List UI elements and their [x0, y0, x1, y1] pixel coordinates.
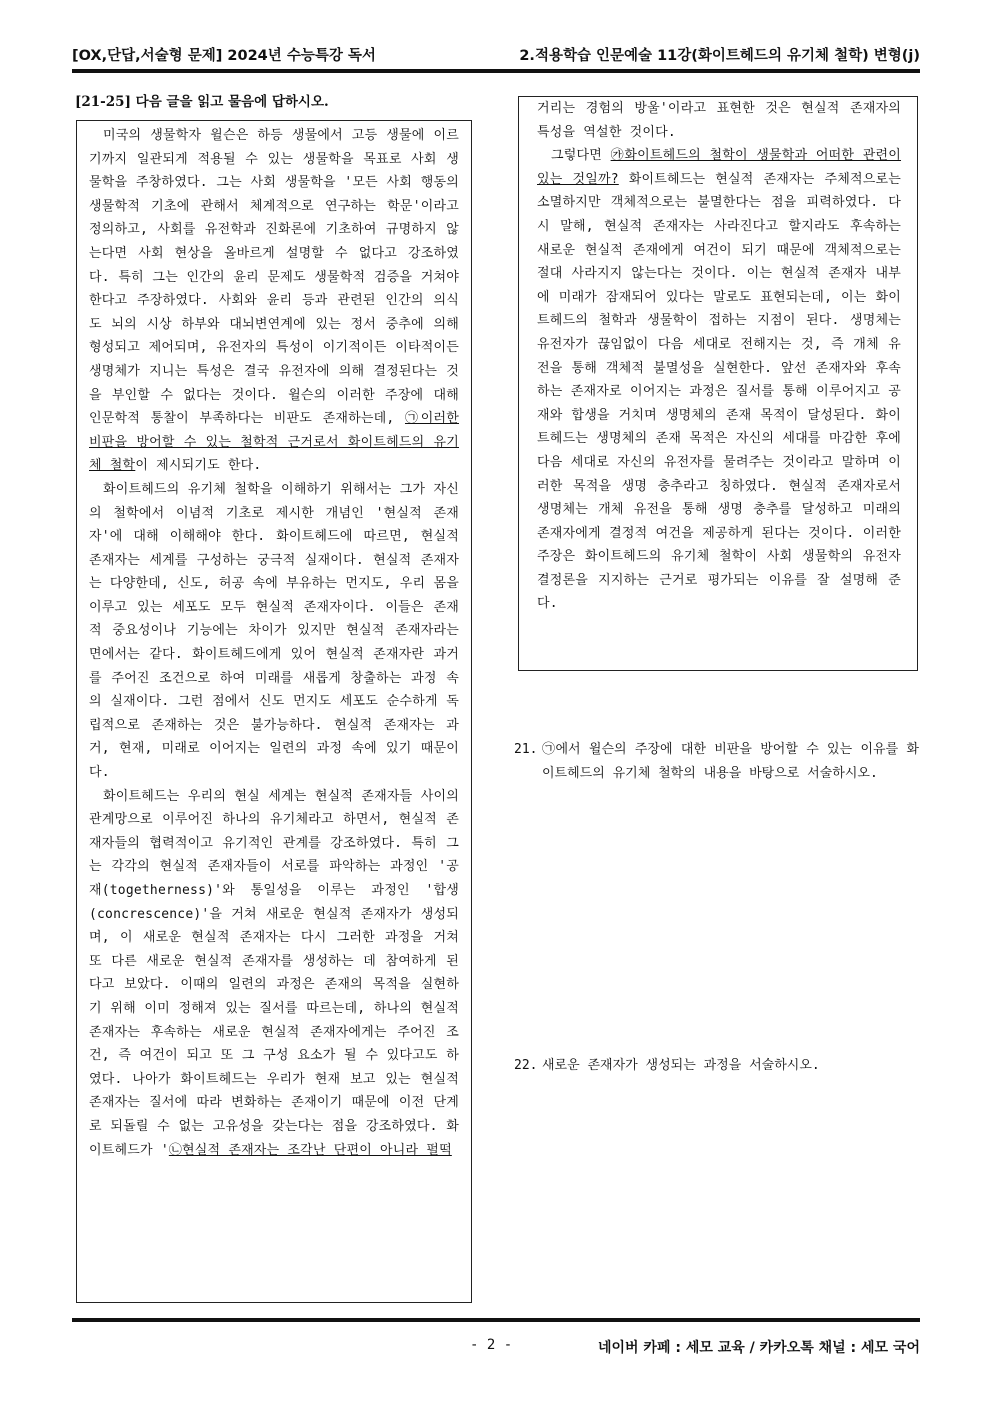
- question-21: [514, 738, 919, 785]
- footer-contact: 네이버 카페 : 세모 교육 / 카카오톡 채널 : 세모 국어: [597, 1340, 920, 1356]
- paragraph-1-tail: 이 제시되기도 한다.: [135, 458, 262, 474]
- paragraph-1: [89, 124, 459, 478]
- paragraph-3: [89, 785, 459, 1163]
- footer-rule: [72, 1318, 920, 1322]
- paragraph-1-text: 미국의 생물학자 윌슨은 하등 생물에서 고등 생물에 이르기까지 일관되게 적용될 수 있는 생물학을 목표로 사회 생물학을 주창하였다. 그는 사회 생물학을 '모든 사회 행동의 생물학적 기초에 관해서 체계적으로 연구하는 학문'이라고 정의하고, 사회를 유전학과 진화론에 기초하여 규명하지 않는다면 사회 현상을 올바르게 설명할 수 없다고 강조하였다. 특히 그는 인간의 윤리 문제도 생물학적 검증을 거쳐야 한다고 주장하였다. 사회와 윤리 등과 관련된 인간의 의식도 뇌의 시상 하부와 대뇌변연계에 있는 정서 중추에 의해 형성되고 제어되며, 유전자의 특성이 이기적이든 이타적이든 생명체가 지니는 특성은 결국 유전자에 의해 결정된다는 것을 부인할 수 없다는 것이다. 윌슨의 이러한 주장에 대해 인문학적 통찰이 부족하다는 비판도 존재하는데,: [89, 128, 459, 427]
- underlined-phrase-c: ㉮화이트헤드의 철학이 생물학과 어떠한 관련이 있는 것일까?: [537, 148, 902, 187]
- header-rule: [72, 69, 920, 73]
- paragraph-3-continued: 거리는 경험의 방울'이라고 표현한 것은 현실적 존재자의 특성을 역설한 것이다.: [537, 101, 901, 140]
- paragraph-2: 화이트헤드의 유기체 철학을 이해하기 위해서는 그가 자신의 철학에서 이념적 기초로 제시한 개념인 '현실적 존재자'에 대해 이해해야 한다. 화이트헤드에 따르면, 현실적 존재자는 세계를 구성하는 궁극적 실재이다. 현실적 존재자는 다양한데, 신도, 허공 속에 부유하는 먼지도, 우리 몸을 이루고 있는 세포도 모두 현실적 존재자이다. 이들은 존재적 중요성이나 기능에는 차이가 있지만 현실적 존재자라는 면에서는 같다. 화이트헤드에게 있어 현실적 존재자란 과거를 주어진 조건으로 하여 미래를 새롭게 창출하는 과정 속의 실재이다. 그런 점에서 신도 먼지도 세포도 순수하게 독립적으로 존재하는 것은 불가능하다. 현실적 존재자는 과거, 현재, 미래로 이어지는 일련의 과정 속에 있기 때문이다.: [89, 481, 459, 781]
- paragraph-3-text: 화이트헤드는 우리의 현실 세계는 현실적 존재자들 사이의 관계망으로 이루어진 하나의 유기체라고 하면서, 현실적 존재자들의 협력적이고 유기적인 관계를 강조하였다. 특히 그는 각각의 현실적 존재자들이 서로를 파악하는 과정인 '공재(togetherness)'와 통일성을 이루는 과정인 '합생(concrescence)'을 거쳐 새로운 현실적 존재자가 생성되며, 이 새로운 현실적 존재자는 다시 그러한 과정을 거쳐 또 다른 새로운 현실적 존재자를 생성하는 데 참여하게 된다고 보았다. 이때의 일련의 과정은 존재의 목적을 실현하기 위해 이미 정해져 있는 질서를 따르는데, 하나의 현실적 존재자는 후속하는 새로운 현실적 존재자에게는 주어진 조건, 즉 여건이 되고 또 그 구성 요소가 될 수 있다고도 하였다. 나아가 화이트헤드는 우리가 현재 보고 있는 현실적 존재자는 질서에 따라 변화하는 존재이기 때문에 이전 단계로 되돌릴 수 없는 고유성을 갖는다는 점을 강조하였다. 화이트헤드가 ': [89, 788, 459, 1158]
- paragraph-4-lead: 그렇다면: [551, 148, 611, 164]
- page-footer: [72, 1337, 920, 1357]
- passage-box-right: [518, 96, 918, 671]
- passage-box-left: [76, 120, 472, 1303]
- question-number: 22.: [514, 1058, 538, 1073]
- header-right-title: 2.적용학습 인문예술 11강(화이트헤드의 유기체 철학) 변형(j): [519, 48, 920, 64]
- header-left-title: [OX,단답,서술형 문제] 2024년 수능특강 독서: [72, 48, 376, 64]
- page-header: [72, 44, 920, 66]
- underlined-phrase-b: ㉡현실적 존재자는 조각난 단편이 아니라 펄떡: [168, 1142, 452, 1158]
- paragraph-4: [537, 144, 901, 616]
- instruction: [21-25] 다음 글을 읽고 물음에 답하시오.: [75, 94, 329, 110]
- page-number: - 2 -: [470, 1337, 513, 1353]
- paragraph-4-text: 화이트헤드는 현실적 존재자는 주체적으로는 소멸하지만 객체적으로는 불멸한다는 점을 피력하였다. 다시 말해, 현실적 존재자는 사라진다고 할지라도 후속하는 새로운 현실적 존재에게 여건이 되기 때문에 객체적으로는 절대 사라지지 않는다는 것이다. 이는 현실적 존재자 내부에 미래가 잠재되어 있다는 말로도 표현되는데, 이는 화이트헤드의 철학과 생물학이 접하는 지점이 된다. 생명체는 유전자가 끊임없이 다음 세대로 전해지는 것, 즉 개체 유전을 통해 객체적 불멸성을 실현한다. 앞선 존재자와 후속하는 존재자로 이어지는 과정은 질서를 통해 이루어지고 공재와 합생을 거치며 생명체의 존재 목적이 달성된다. 화이트헤드는 생명체의 존재 목적은 자신의 세대를 마감한 후에 다음 세대로 자신의 유전자를 물려주는 것이라고 말하며 이러한 목적을 생명 충추라고 칭하였다. 현실적 존재자로서 생명체는 개체 유전을 통해 생명 충추를 달성하고 미래의 존재자에게 결정적 여건을 제공하게 된다는 것이다. 이러한 주장은 화이트헤드의 유기체 철학이 사회 생물학의 유전자 결정론을 지지하는 근거로 평가되는 이유를 잘 설명해 준다.: [537, 171, 902, 612]
- question-22: [514, 1054, 919, 1078]
- question-text: ㉠에서 윌슨의 주장에 대한 비판을 방어할 수 있는 이유를 화이트헤드의 유기체 철학의 내용을 바탕으로 서술하시오.: [542, 742, 919, 781]
- underlined-phrase-a: ㉠이러한 비판을 방어할 수 있는 철학적 근거로서 화이트헤드의 유기체 철학: [89, 411, 459, 474]
- question-text: 새로운 존재자가 생성되는 과정을 서술하시오.: [542, 1058, 820, 1073]
- question-number: 21.: [514, 742, 538, 757]
